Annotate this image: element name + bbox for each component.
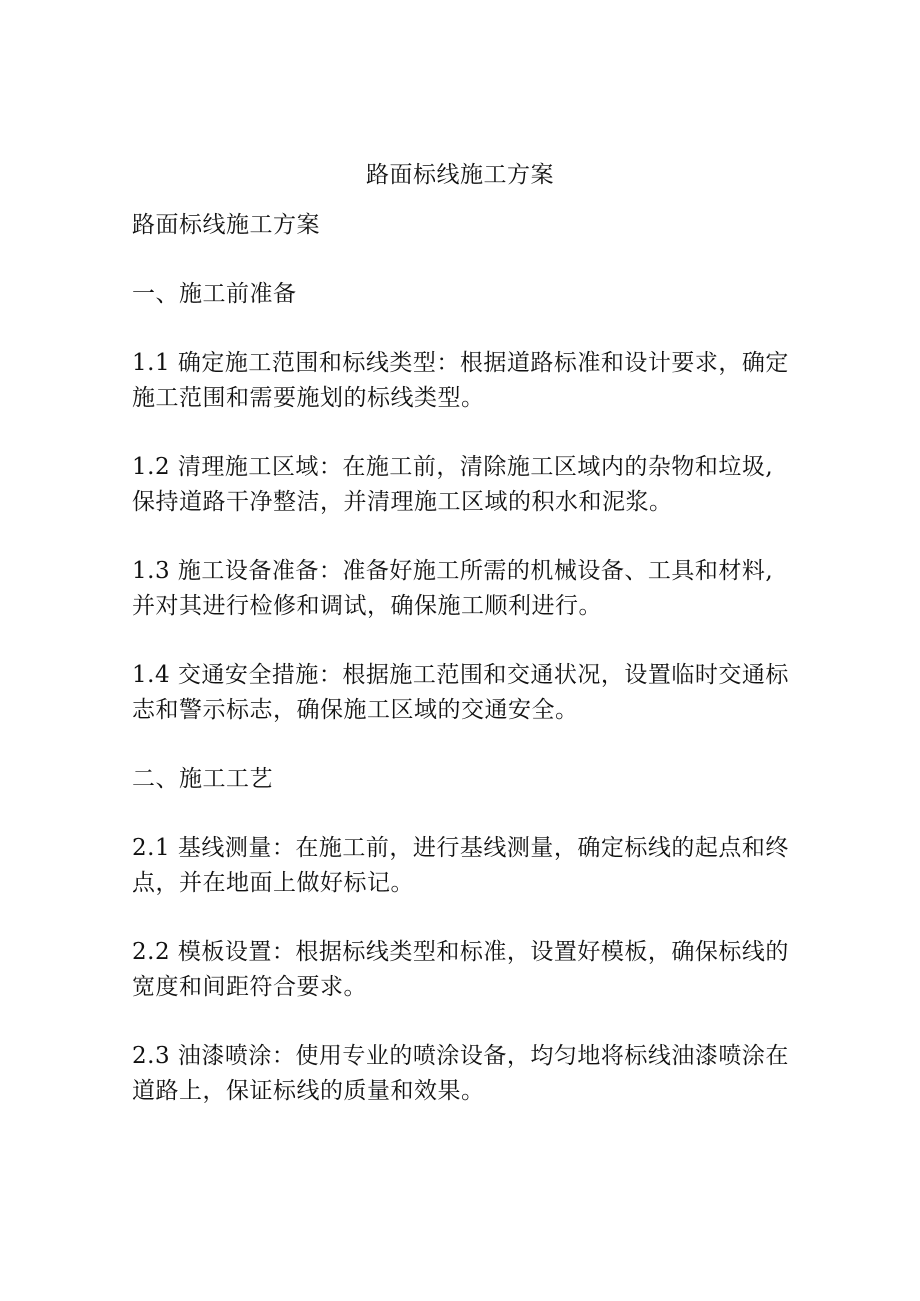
- paragraph-1-1: 1.1 确定施工范围和标线类型：根据道路标准和设计要求，确定施工范围和需要施划的标线类型。: [132, 350, 789, 411]
- paragraph-2-3: 2.3 油漆喷涂：使用专业的喷涂设备，均匀地将标线油漆喷涂在道路上，保证标线的质量和效果。: [132, 1043, 789, 1104]
- paragraph-2-1: 2.1 基线测量：在施工前，进行基线测量，确定标线的起点和终点，并在地面上做好标记。: [132, 835, 789, 896]
- paragraph-1-2: 1.2 清理施工区域：在施工前，清除施工区域内的杂物和垃圾,保持道路干净整洁，并清理施工区域的积水和泥浆。: [132, 454, 774, 515]
- paragraph-1-3: 1.3 施工设备准备：准备好施工所需的机械设备、工具和材料,并对其进行检修和调试，确保施工顺利进行。: [132, 558, 774, 619]
- section-heading-2: 二、施工工艺: [132, 766, 273, 792]
- section-heading-1: 一、施工前准备: [132, 281, 297, 307]
- paragraph-subtitle: 路面标线施工方案: [132, 212, 320, 238]
- document-body: [132, 208, 792, 1143]
- paragraph-1-4: 1.4 交通安全措施：根据施工范围和交通状况，设置临时交通标志和警示标志，确保施工区域的交通安全。: [132, 662, 789, 723]
- document-title: 路面标线施工方案: [366, 162, 554, 188]
- paragraph-2-2: 2.2 模板设置：根据标线类型和标准，设置好模板，确保标线的宽度和间距符合要求。: [132, 939, 789, 1000]
